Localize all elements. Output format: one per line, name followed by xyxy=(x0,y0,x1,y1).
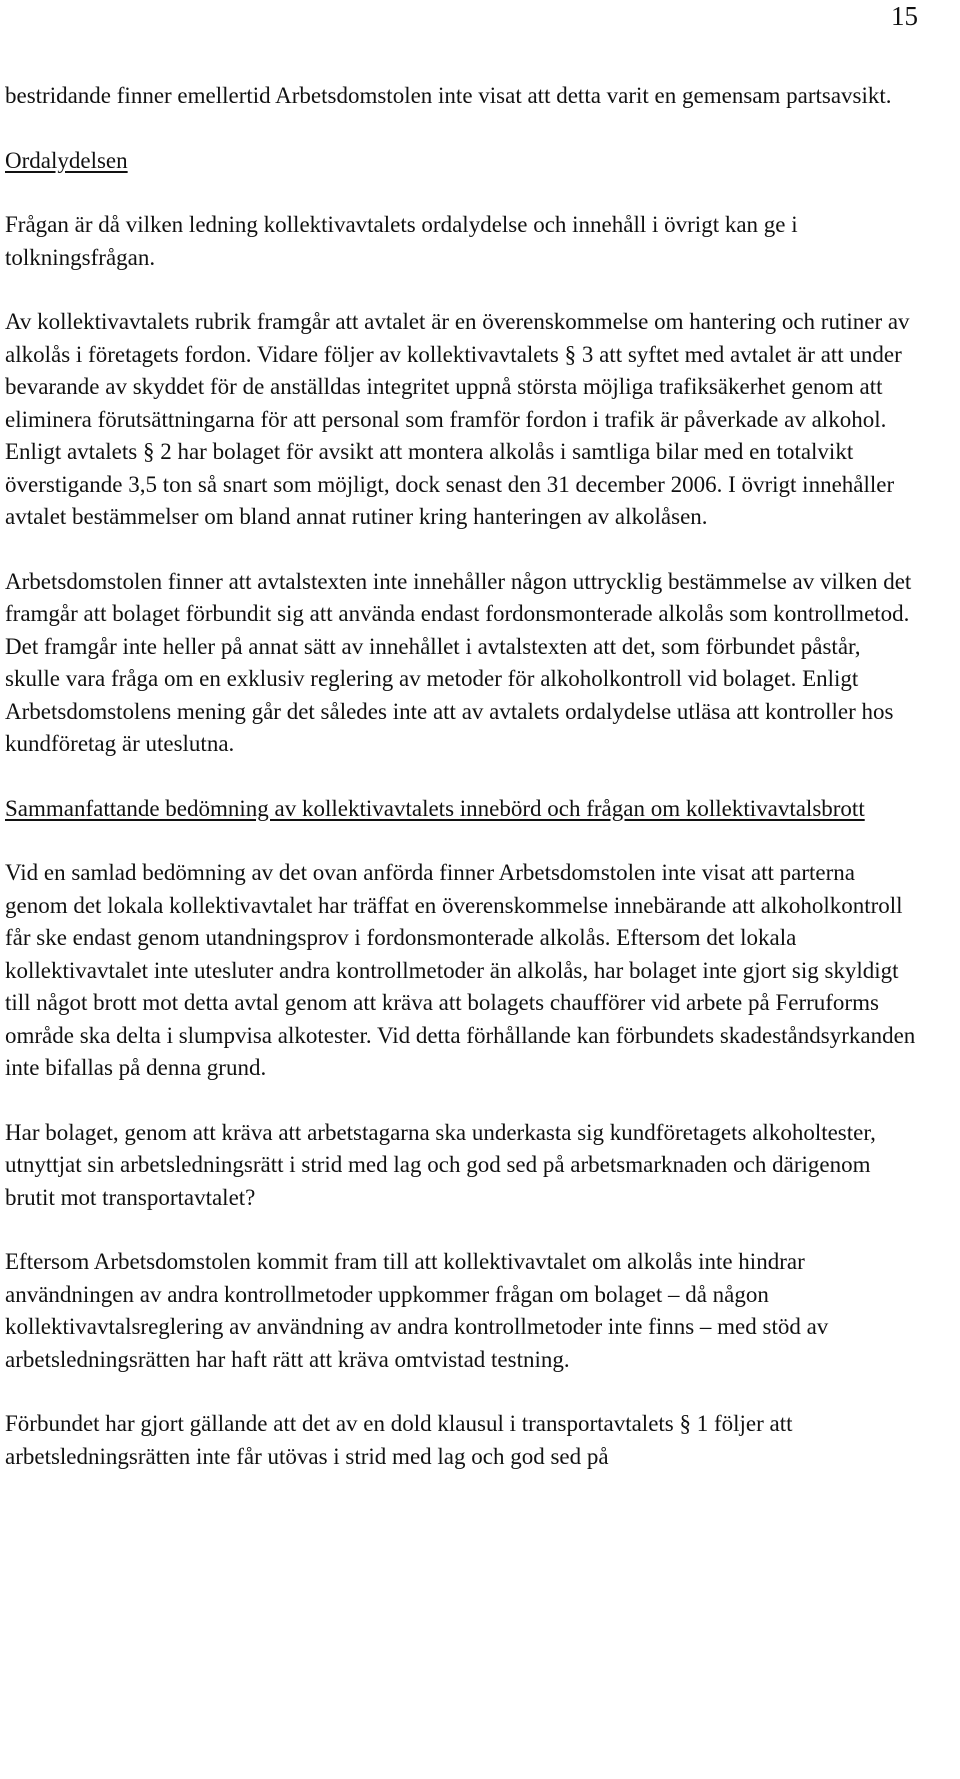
heading-sammanfattande: Sammanfattande bedömning av kollektivavtalets innebörd och frågan om kollektivavtalsbrott xyxy=(5,795,865,821)
paragraph-8: Förbundet har gjort gällande att det av en dold klausul i transportavtalets § 1 följer att arbetsledningsrätten inte får utövas i strid med lag och god sed på xyxy=(5,1411,793,1469)
paragraph-4: Arbetsdomstolen finner att avtalstexten inte innehåller någon uttrycklig bestämmelse av vilken det framgår att bolaget förbundit sig att använda endast fordonsmonterade alkolås som kontrollmetod. Det framgår inte heller på annat sätt av innehållet i avtalstexten att det, som förbundet påstår, skulle vara fråga om en exklusiv reglering av metoder för alkoholkontroll vid bolaget. Enligt Arbetsdomstolens mening går det således inte att av avtalets ordalydelse utläsa att kontroller hos kundföretag är uteslutna. xyxy=(5,568,912,756)
paragraph-1: bestridande finner emellertid Arbetsdomstolen inte visat att detta varit en gemensam partsavsikt. xyxy=(5,83,892,108)
paragraph-7: Eftersom Arbetsdomstolen kommit fram till att kollektivavtalet om alkolås inte hindrar användningen av andra kontrollmetoder uppkommer frågan om bolaget – då någon kollektivavtalsreglering av användning av andra kontrollmetoder inte finns – med stöd av arbetsledningsrätten har haft rätt att kräva omtvistad testning. xyxy=(5,1249,829,1372)
paragraph-2: Frågan är då vilken ledning kollektivavtalets ordalydelse och innehåll i övrigt kan ge i tolkningsfrågan. xyxy=(5,212,798,270)
paragraph-3: Av kollektivavtalets rubrik framgår att avtalet är en överenskommelse om hantering och rutiner av alkolås i företagets fordon. Vidare följer av kollektivavtalets § 3 att syftet med avtalet är att under bevarande av skyddet för de anställdas integritet uppnå största möjliga trafiksäkerhet genom att eliminera förutsättningarna för att personal som framför fordon i trafik är påverkade av alkohol. Enligt avtalets § 2 har bolaget för avsikt att montera alkolås i samtliga bilar med en totalvikt överstigande 3,5 ton så snart som möjligt, dock senast den 31 december 2006. I övrigt innehåller avtalet bestämmelser om bland annat rutiner kring hanteringen av alkolåsen. xyxy=(5,309,910,529)
page-number: 15 xyxy=(891,1,918,31)
paragraph-6-question: Har bolaget, genom att kräva att arbetstagarna ska underkasta sig kundföretagets alkoholtester, utnyttjat sin arbetsledningsrätt i strid med lag och god sed på arbetsmarknaden och därigenom brutit mot transportavtalet? xyxy=(5,1119,876,1210)
heading-ordalydelsen: Ordalydelsen xyxy=(5,147,128,173)
document-body xyxy=(5,80,917,1473)
paragraph-5: Vid en samlad bedömning av det ovan anförda finner Arbetsdomstolen inte visat att parterna genom det lokala kollektivavtalet har träffat en överenskommelse innebärande att alkoholkontroll får ske endast genom utandningsprov i fordonsmonterade alkolås. Eftersom det lokala kollektivavtalet inte utesluter andra kontrollmetoder än alkolås, har bolaget inte gjort sig skyldigt till något brott mot detta avtal genom att kräva att bolagets chaufförer vid arbete på Ferruforms område ska delta i slumpvisa alkotester. Vid detta förhållande kan förbundets skadeståndsyrkanden inte bifallas på denna grund. xyxy=(5,860,916,1080)
